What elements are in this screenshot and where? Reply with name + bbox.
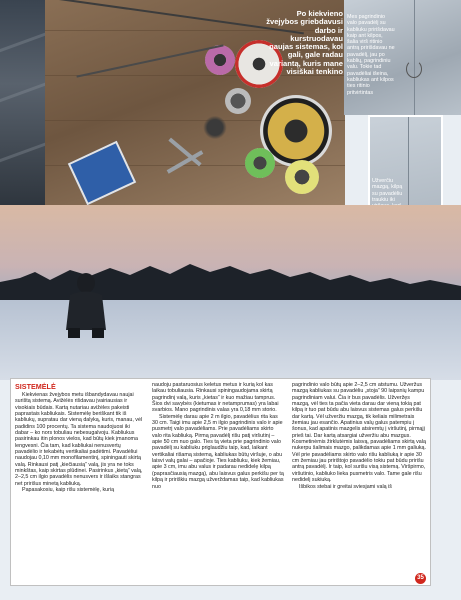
article-column-2 bbox=[152, 382, 284, 490]
line-spool bbox=[245, 148, 275, 178]
hook bbox=[406, 60, 422, 78]
article-text-panel bbox=[10, 378, 431, 586]
paragraph: Papasakosiu, kaip rišu sistemėlę, kurią bbox=[22, 487, 115, 494]
article-column-3 bbox=[292, 382, 427, 490]
paragraph: Sistemėlę darau apie 2 m ilgio, pavadėlius rita kas 30 cm. Taigi imu apie 2,5 m ilgio pagrindinis valo ir apie pusmetrį valo pavadėliams. Prie pavadėliams skirto valo rita kabliuką. Pirmą pavadėlį rišu patį viršutinį – apie 50 cm nuo galo. Ties tą vieta prie pagrindinio valo pavadėlį su kabliuku priglaudžiu taip, kad, laikant vertikaliai rišamą sistemą, kabliukas būtų viršuje, o abu laisvi valų galai – apačioje. Ties kabliuku, kiek žemiau, apie 3 cm, imu abu valus ir padarau nedidelę kilpą (paprasčiausią mazgą), abu laisvus galus perkišu per tą kilpą ir pririškiu mazgą užverždamas taip, kad kabliukas nuo bbox=[152, 413, 284, 490]
fishing-line bbox=[414, 0, 415, 115]
winter-lake-photo bbox=[0, 205, 461, 380]
section-title: SISTEMĖLĖ bbox=[15, 382, 56, 391]
line-spool bbox=[205, 45, 235, 75]
jig-pile bbox=[200, 115, 230, 140]
paragraph: pagrindinio valo būtų apie 2–2,5 cm atstumu. Užveržus mazgą kabliukas su pavadėliu „stoja“ 90 laipsnių kampu pagrindiniam valui. Čia ir bus pavadėlis. Užveržęs mazgą, vėl ties ta pačia vieta darau dar vieną tokią pat kilpą ir tuo pat būdu abu laisvus sistemas galus perkišu dar kartą. Vėl užveržiu mazgą, tik keliais milimetrais žemiau jau esančio. Apatinius valų galus patempiu į šonus, kad apatinis mazgelis atsiremtų į viršutinį, pirmąjį prieš tai. Dar kartą atsargiai užveržiu abu mazgus. Kosmetinėmis žirklutėmis laisvą, pavadėliams skirtą valą nukerpu šalimais mazgo, palikdamas apie 1 mm galiuką. Vėl prie pavadėliams skirto valo rišu kabliuką ir apie 30 cm žemiau jau pririštojo pavadėlio tokiu pat būdu pririšu antrą pavadėlį. Ir taip, kol surišu visą sistemą. Viršpirmo, viršutinio, kabliuko lieka pusmetris valo. Tame gale rišu nedidelį sukiuką. bbox=[292, 382, 426, 484]
paragraph: Kiekvienas žvejybos metu išbandydavau naujai surištą sistemą. Avižėlės rišdavau įvairiausias ir visokiais būdais. Kartą nutariau avižėles pakeisti paprastais kabliukais. Sistemėlę beriškant tik iš kabliukų, supratau dar vieną dalyką, kuris, manau, vėl padidins 100 procentų. Ta sistema naudojuosi iki dabar – ko nors tobuliau nebesugalvoju. Kabliukus pasirinkau itin plonos vielos, kad būtų kiek įmanoma lengvesni. Čia tam, kad kabliukai nenusvertų pavadėlio ir tekabėtų vertikaliai padėtimi. Pavadėliui naudojau 0,10 mm monofilamentinį, spiningauti skirtą valą. Rinkausi patį „kiečiausią“ valą, jis yra ne toks minkštas, kaip skirtas plūdinei. Pasirinkus „kietą“ valą, 2–2,5 cm ilgio pavadėlis nenusvers ir išlaiks stangras net pririšus minetą kabliuką. bbox=[15, 392, 143, 487]
closeup-caption-top: Mes pagrindinio valo pavadėlį su kabliuku pririšdavau kaip ant kilpos, šalia virš ritinio antrą pririšdavau ne pavadėlį, jau po kablių, pagrindiniu valu. Tokie tad pavadėliai išeina, kabliukas ant kilpos ties ritinio pritvirtintas bbox=[347, 14, 395, 96]
page-number: 35 bbox=[415, 573, 426, 584]
hook-package bbox=[68, 141, 136, 205]
article-column-1 bbox=[15, 382, 144, 494]
line-spool bbox=[225, 88, 251, 114]
closeup-caption-middle: Užverčiu mazgą, kilpą su pavadėliu traukiu iki bbox=[372, 178, 403, 203]
paragraph: Išbikos stebai ir greitai sviesjami valą iš bbox=[299, 483, 392, 490]
tackle-photo-caption: Po kiekvieno žvejybos griebdavusi darbo ir kurstruodavau naujas sistemas, kol gali, gale radau variantą, kuris mane visiškai tenkino bbox=[266, 9, 343, 77]
line-spool bbox=[285, 160, 319, 194]
paragraph: naudoju pastaruosius keletus metus ir kurią kol kas laikau tobuliausia. Rinkausi spiningaudojama skirtą pagrindinį valą, kuris „kietas“ ir kuo mažiau tamprus. Šios dvi savybės (kietumas ir netamprumas) yra labai svarbios. Mano pagrindinis valas yra 0,18 mm storio. bbox=[152, 382, 279, 414]
tackle-rod bbox=[76, 44, 223, 77]
ice-fisherman bbox=[62, 270, 110, 340]
